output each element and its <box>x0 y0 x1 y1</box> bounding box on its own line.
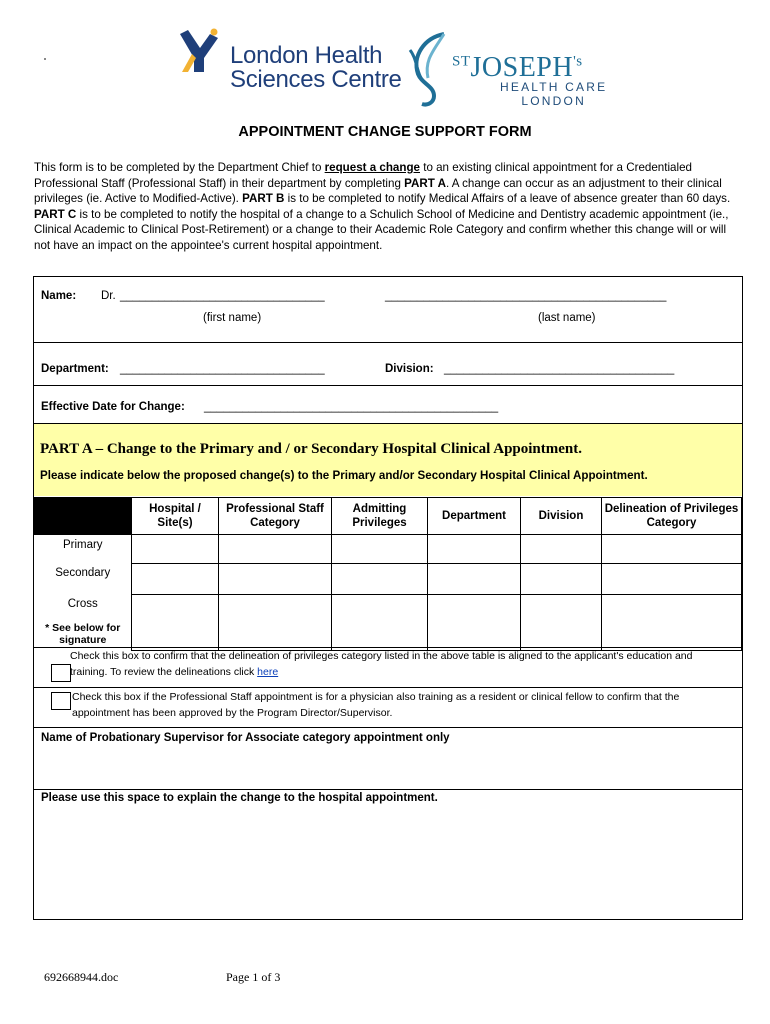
table-cell[interactable] <box>132 564 219 595</box>
sj-suffix: 's <box>573 53 583 70</box>
part-a-banner <box>34 424 742 496</box>
explain-textarea[interactable] <box>34 810 742 916</box>
department-label: Department: <box>41 363 109 375</box>
intro-request-change: request a change <box>324 161 420 174</box>
intro-p4: is to be completed to notify Medical Affairs of a leave of absence greater than 60 days. <box>284 192 731 206</box>
first-name-hint: (first name) <box>203 312 262 324</box>
table-cell[interactable] <box>428 564 521 595</box>
header-department: Department <box>428 498 521 535</box>
table-row <box>35 564 742 595</box>
intro-p3: . A change can occur as an adjustment to their clinical privileges (ie. Active to Modified-Active). <box>34 176 722 206</box>
row-label-secondary: Secondary <box>35 564 132 595</box>
table-cell[interactable] <box>219 564 332 595</box>
divider <box>33 789 743 790</box>
dr-prefix: Dr. <box>101 290 116 302</box>
table-cell[interactable] <box>521 535 602 564</box>
intro-paragraph <box>34 160 734 254</box>
form-title: APPOINTMENT CHANGE SUPPORT FORM <box>238 124 532 140</box>
header-admitting: Admitting Privileges <box>332 498 428 535</box>
division-label: Division: <box>385 363 434 375</box>
sj-leaf-logo-icon <box>404 30 452 108</box>
table-cell[interactable] <box>219 595 332 651</box>
supervisor-label: Name of Probationary Supervisor for Associate category appointment only <box>41 732 450 744</box>
table-cell[interactable] <box>602 595 742 651</box>
footer-doc-name: 692668944.doc <box>44 970 119 984</box>
last-name-hint: (last name) <box>538 312 596 324</box>
intro-part-b: PART B <box>242 192 285 206</box>
row-label-primary: Primary <box>35 535 132 564</box>
sj-logo-sub <box>500 80 607 108</box>
explain-label: Please use this space to explain the change to the hospital appointment. <box>41 792 438 804</box>
table-cell[interactable] <box>602 535 742 564</box>
header-delineation: Delineation of Privileges Category <box>602 498 742 535</box>
table-row <box>35 595 742 651</box>
lhsc-logo-icon <box>174 28 222 74</box>
intro-p5: is to be completed to notify the hospital of a change to a Schulich School of Medicine and Dentistry academic appointment (ie., Clinical Academic to Clinical Post-Retirement) or a change to their Academic Role Category and confirm whether this change will or will not have an impact on the appointee's current hospital appointment. <box>34 207 729 252</box>
name-label: Name: <box>41 290 77 302</box>
effective-date-field[interactable]: ______________________________________________ <box>204 401 499 413</box>
row-label-cross <box>35 595 132 651</box>
table-cell[interactable] <box>602 564 742 595</box>
intro-p1: This form is to be completed by the Department Chief to <box>34 161 325 174</box>
divider <box>33 687 743 688</box>
table-cell[interactable] <box>521 595 602 651</box>
table-cell[interactable] <box>332 595 428 651</box>
cross-label: Cross <box>67 597 98 610</box>
divider <box>33 342 743 343</box>
table-row <box>35 535 742 564</box>
divider <box>33 727 743 728</box>
table-cell[interactable] <box>428 595 521 651</box>
footer-page-number: Page 1 of 3 <box>226 970 281 984</box>
table-cell[interactable] <box>521 564 602 595</box>
table-cell[interactable] <box>219 535 332 564</box>
division-field[interactable]: ____________________________________ <box>444 363 675 375</box>
sj-st: ST <box>452 53 471 70</box>
lhsc-logo-text <box>230 44 402 92</box>
header-division: Division <box>521 498 602 535</box>
intro-p2: to an existing clinical appointment for a Credentialed Professional Staff (Professional Staff) in their department by completing <box>34 161 692 190</box>
sj-line2: HEALTH CARE <box>500 80 608 94</box>
first-name-field[interactable]: ________________________________ <box>120 290 325 302</box>
sj-line3: LONDON <box>521 94 586 108</box>
sj-name: JOSEPH <box>470 52 574 83</box>
checkbox-resident[interactable] <box>51 692 71 710</box>
table-header-row <box>35 498 742 535</box>
table-cell[interactable] <box>332 564 428 595</box>
signature-note: * See below for signature <box>45 621 121 646</box>
appointment-table <box>34 497 742 651</box>
department-field[interactable]: ________________________________ <box>120 363 325 375</box>
intro-part-a: PART A <box>404 176 446 190</box>
delineations-link[interactable]: here <box>257 666 279 678</box>
table-cell[interactable] <box>428 535 521 564</box>
table-cell[interactable] <box>132 535 219 564</box>
part-a-title: PART A – Change to the Primary and / or Secondary Hospital Clinical Appointment. <box>40 441 583 457</box>
lhsc-line2: Sciences Centre <box>230 66 402 93</box>
supervisor-field[interactable] <box>34 748 742 788</box>
check1-text: Check this box to confirm that the delineation of privileges category listed in the above table is aligned to the applicant's education and training. To review the delineations click <box>70 650 693 678</box>
divider <box>33 385 743 386</box>
stray-dot <box>44 58 46 60</box>
intro-part-c: PART C <box>34 207 77 221</box>
table-corner <box>35 498 132 535</box>
checkbox-resident-text: Check this box if the Professional Staff appointment is for a physician also training as a resident or clinical fellow to confirm that the appointment has been approved by the Program Director/Supervisor. <box>72 691 680 719</box>
checkbox-delineation-text <box>70 648 730 680</box>
header-hospital: Hospital / Site(s) <box>132 498 219 535</box>
effective-date-label: Effective Date for Change: <box>41 401 185 413</box>
checkbox-delineation[interactable] <box>51 664 71 682</box>
last-name-field[interactable]: ____________________________________________ <box>385 290 667 302</box>
header-staff-category: Professional Staff Category <box>219 498 332 535</box>
part-a-subtitle: Please indicate below the proposed change(s) to the Primary and/or Secondary Hospital Clinical Appointment. <box>40 469 648 482</box>
table-cell[interactable] <box>332 535 428 564</box>
table-cell[interactable] <box>132 595 219 651</box>
lhsc-line1: London Health <box>230 42 383 69</box>
